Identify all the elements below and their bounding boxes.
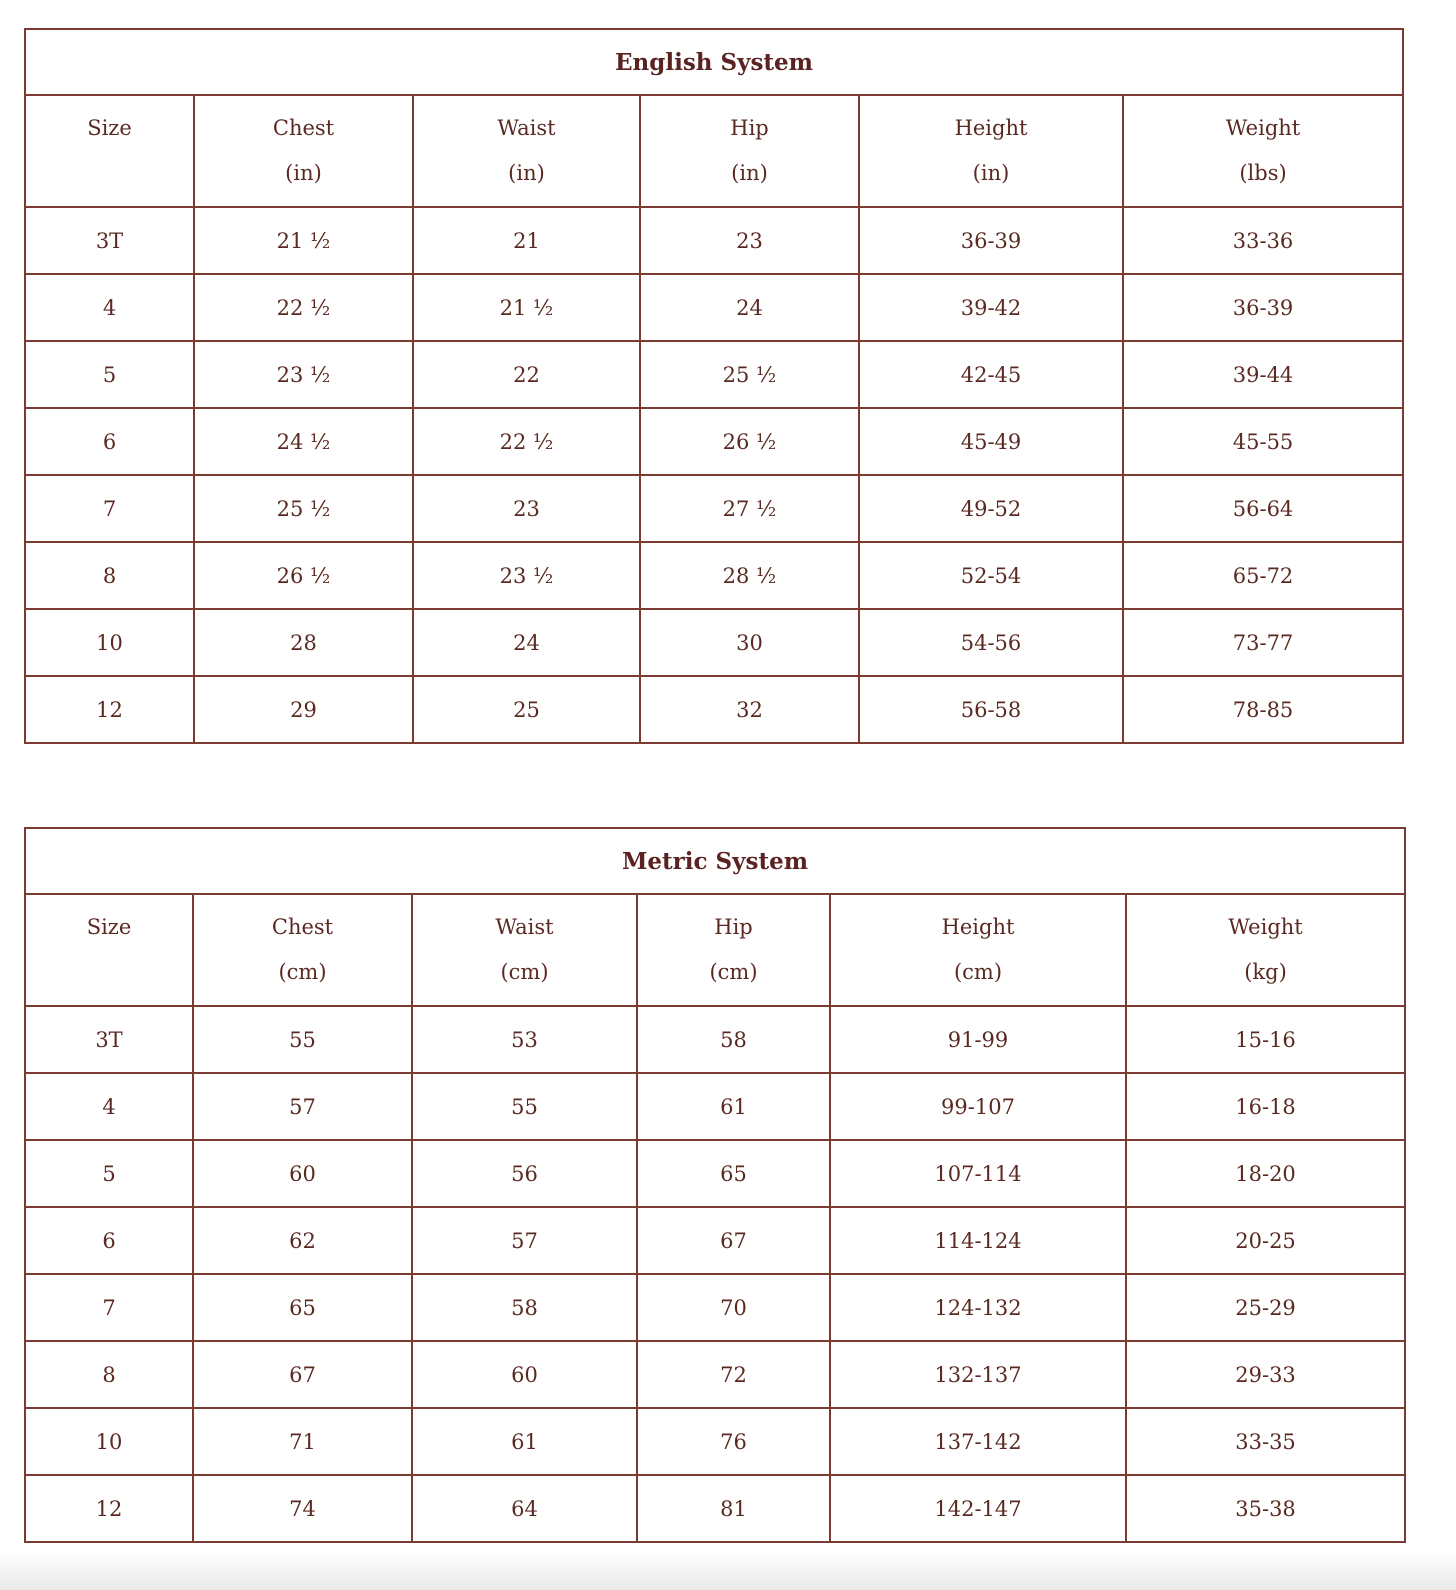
- column-header-label: Hip: [714, 915, 753, 939]
- table-cell: 8: [25, 542, 194, 609]
- table-cell: 27 ½: [640, 475, 859, 542]
- table-cell: 30: [640, 609, 859, 676]
- table-cell: 45-55: [1123, 408, 1403, 475]
- table-cell: 78-85: [1123, 676, 1403, 743]
- table-cell: 56-64: [1123, 475, 1403, 542]
- table-title: English System: [25, 29, 1403, 95]
- table-cell: 65: [193, 1274, 412, 1341]
- table-cell: 72: [637, 1341, 830, 1408]
- table-cell: 81: [637, 1475, 830, 1542]
- table-cell: 26 ½: [194, 542, 413, 609]
- table-cell: 114-124: [830, 1207, 1126, 1274]
- table-cell: 132-137: [830, 1341, 1126, 1408]
- table-cell: 67: [637, 1207, 830, 1274]
- table-cell: 5: [25, 1140, 193, 1207]
- table-row: [25, 1207, 1405, 1274]
- table-cell: 142-147: [830, 1475, 1126, 1542]
- column-header-unit: (cm): [953, 960, 1003, 984]
- column-header-label: Chest: [271, 915, 334, 939]
- table-cell: 57: [412, 1207, 637, 1274]
- table-cell: 16-18: [1126, 1073, 1405, 1140]
- column-header-label: Height: [941, 915, 1015, 939]
- table-cell: 23: [640, 207, 859, 274]
- table-cell: 137-142: [830, 1408, 1126, 1475]
- column-header: [1126, 894, 1405, 1006]
- table-cell: 107-114: [830, 1140, 1126, 1207]
- column-header: [637, 894, 830, 1006]
- table-cell: 73-77: [1123, 609, 1403, 676]
- column-header: [412, 894, 637, 1006]
- table-cell: 23 ½: [413, 542, 640, 609]
- table-cell: 7: [25, 475, 194, 542]
- table-cell: 3T: [25, 1006, 193, 1073]
- table-cell: 55: [412, 1073, 637, 1140]
- table-cell: 22 ½: [413, 408, 640, 475]
- table-cell: 22 ½: [194, 274, 413, 341]
- table-cell: 56-58: [859, 676, 1123, 743]
- table-cell: 45-49: [859, 408, 1123, 475]
- table-cell: 60: [412, 1341, 637, 1408]
- table-cell: 10: [25, 609, 194, 676]
- table-row: [25, 1140, 1405, 1207]
- column-header: [859, 95, 1123, 207]
- table-row: [25, 207, 1403, 274]
- table-cell: 22: [413, 341, 640, 408]
- table-cell: 21: [413, 207, 640, 274]
- table-cell: 23: [413, 475, 640, 542]
- table-title: Metric System: [25, 828, 1405, 894]
- column-header-unit: (in): [508, 161, 545, 185]
- table-cell: 20-25: [1126, 1207, 1405, 1274]
- table-cell: 21 ½: [413, 274, 640, 341]
- english-size-table: [24, 28, 1404, 744]
- table-cell: 28 ½: [640, 542, 859, 609]
- table-cell: 35-38: [1126, 1475, 1405, 1542]
- table-cell: 29-33: [1126, 1341, 1405, 1408]
- column-header: [25, 95, 194, 207]
- table-cell: 99-107: [830, 1073, 1126, 1140]
- column-header-label: Weight: [1225, 116, 1301, 140]
- table-cell: 71: [193, 1408, 412, 1475]
- table-row: [25, 408, 1403, 475]
- table-cell: 26 ½: [640, 408, 859, 475]
- table-cell: 57: [193, 1073, 412, 1140]
- table-row: [25, 1073, 1405, 1140]
- column-header-unit: (in): [285, 161, 322, 185]
- table-cell: 61: [412, 1408, 637, 1475]
- table-cell: 64: [412, 1475, 637, 1542]
- table-cell: 25-29: [1126, 1274, 1405, 1341]
- table-cell: 24: [640, 274, 859, 341]
- table-cell: 12: [25, 1475, 193, 1542]
- table-cell: 49-52: [859, 475, 1123, 542]
- table-cell: 4: [25, 274, 194, 341]
- column-header-label: Waist: [497, 116, 556, 140]
- column-header-unit: (in): [731, 161, 768, 185]
- table-body: [25, 1006, 1405, 1542]
- table-cell: 5: [25, 341, 194, 408]
- table-row: [25, 1274, 1405, 1341]
- column-header: [1123, 95, 1403, 207]
- table-row: [25, 1408, 1405, 1475]
- column-header-label: Hip: [730, 116, 769, 140]
- table-cell: 55: [193, 1006, 412, 1073]
- table-row: [25, 676, 1403, 743]
- column-header-label: Size: [86, 915, 132, 939]
- table-cell: 61: [637, 1073, 830, 1140]
- table-header-row: [25, 894, 1405, 1006]
- column-header-unit: (cm): [278, 960, 327, 984]
- table-row: [25, 1475, 1405, 1542]
- page-bottom-fade: [0, 1550, 1456, 1590]
- table-row: [25, 341, 1403, 408]
- table-header-row: [25, 95, 1403, 207]
- column-header: [193, 894, 412, 1006]
- table-cell: 4: [25, 1073, 193, 1140]
- table-row: [25, 542, 1403, 609]
- table-cell: 58: [412, 1274, 637, 1341]
- column-header-label: Size: [87, 116, 132, 140]
- table-cell: 24: [413, 609, 640, 676]
- table-cell: 7: [25, 1274, 193, 1341]
- table-cell: 54-56: [859, 609, 1123, 676]
- table-cell: 6: [25, 1207, 193, 1274]
- table-cell: 25 ½: [194, 475, 413, 542]
- table-cell: 32: [640, 676, 859, 743]
- table-cell: 12: [25, 676, 194, 743]
- table-cell: 70: [637, 1274, 830, 1341]
- column-header-unit: (cm): [500, 960, 549, 984]
- table-cell: 36-39: [1123, 274, 1403, 341]
- table-cell: 33-35: [1126, 1408, 1405, 1475]
- column-header-unit: (in): [972, 161, 1010, 185]
- table-cell: 39-42: [859, 274, 1123, 341]
- table-cell: 52-54: [859, 542, 1123, 609]
- table-row: [25, 274, 1403, 341]
- table-row: [25, 475, 1403, 542]
- table-cell: 33-36: [1123, 207, 1403, 274]
- table-cell: 65: [637, 1140, 830, 1207]
- table-row: [25, 1006, 1405, 1073]
- table-cell: 8: [25, 1341, 193, 1408]
- column-header: [25, 894, 193, 1006]
- table-cell: 24 ½: [194, 408, 413, 475]
- column-header-label: Height: [954, 116, 1028, 140]
- table-cell: 74: [193, 1475, 412, 1542]
- table-cell: 23 ½: [194, 341, 413, 408]
- column-header: [830, 894, 1126, 1006]
- table-cell: 25: [413, 676, 640, 743]
- table-cell: 25 ½: [640, 341, 859, 408]
- column-header-unit: (cm): [709, 960, 758, 984]
- table-cell: 76: [637, 1408, 830, 1475]
- table-cell: 36-39: [859, 207, 1123, 274]
- table-cell: 6: [25, 408, 194, 475]
- column-header-label: Weight: [1228, 915, 1303, 939]
- column-header-unit: (kg): [1244, 960, 1287, 984]
- table-cell: 60: [193, 1140, 412, 1207]
- table-body: [25, 207, 1403, 743]
- column-header: [640, 95, 859, 207]
- column-header-unit: (lbs): [1239, 161, 1287, 185]
- metric-size-table: [24, 827, 1406, 1543]
- table-cell: 42-45: [859, 341, 1123, 408]
- table-cell: 3T: [25, 207, 194, 274]
- column-header-label: Waist: [495, 915, 554, 939]
- table-cell: 124-132: [830, 1274, 1126, 1341]
- table-cell: 21 ½: [194, 207, 413, 274]
- column-header: [413, 95, 640, 207]
- table-cell: 65-72: [1123, 542, 1403, 609]
- table-cell: 29: [194, 676, 413, 743]
- table-row: [25, 1341, 1405, 1408]
- column-header: [194, 95, 413, 207]
- table-cell: 56: [412, 1140, 637, 1207]
- table-cell: 91-99: [830, 1006, 1126, 1073]
- table-cell: 18-20: [1126, 1140, 1405, 1207]
- table-cell: 58: [637, 1006, 830, 1073]
- table-cell: 62: [193, 1207, 412, 1274]
- column-header-label: Chest: [272, 116, 335, 140]
- table-row: [25, 609, 1403, 676]
- table-cell: 28: [194, 609, 413, 676]
- table-cell: 10: [25, 1408, 193, 1475]
- table-cell: 53: [412, 1006, 637, 1073]
- table-cell: 39-44: [1123, 341, 1403, 408]
- table-cell: 15-16: [1126, 1006, 1405, 1073]
- table-cell: 67: [193, 1341, 412, 1408]
